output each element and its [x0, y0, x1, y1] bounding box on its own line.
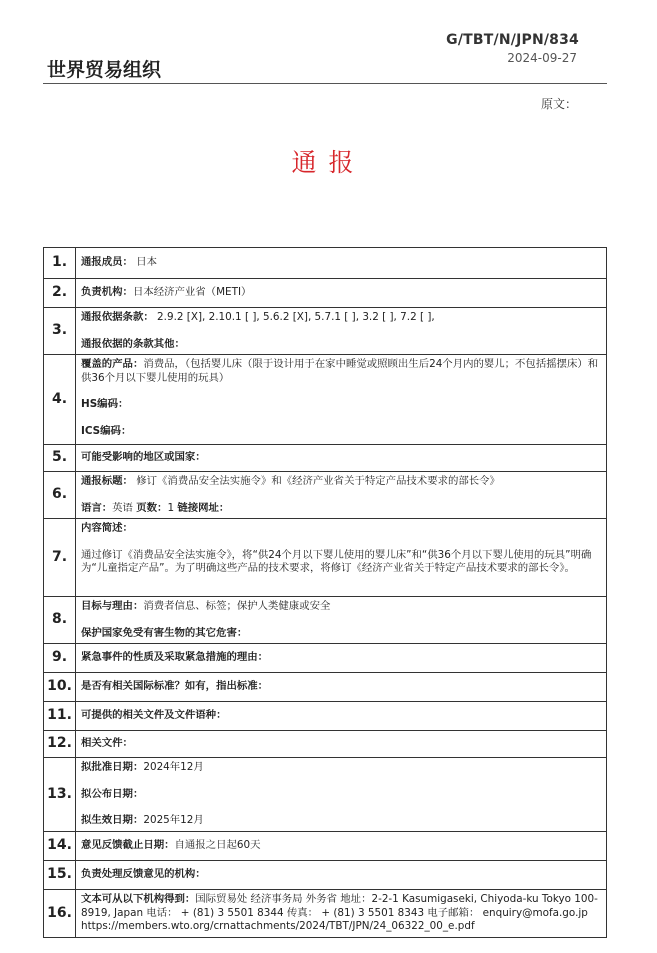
row-number: 11. [44, 702, 76, 731]
field-label: ICS编码： [81, 424, 132, 437]
field-label: 通报成员： [81, 256, 133, 269]
row-content [76, 758, 607, 832]
row-number: 3. [44, 308, 76, 355]
field-label: 文本可从以下机构得到： [81, 893, 196, 905]
field-value: 2024年12月 [143, 761, 204, 773]
row-content [76, 248, 607, 279]
notification-table [43, 247, 607, 938]
field-label: 拟公布日期： [81, 787, 144, 800]
row-number: 13. [44, 758, 76, 832]
field-label: 覆盖的产品： [81, 358, 144, 370]
field-value: 自通报之日起60天 [174, 839, 261, 852]
field-label: 通报依据条款： [81, 311, 154, 323]
table-row [44, 758, 607, 832]
table-row [44, 644, 607, 673]
field-label: 意见反馈截止日期： [81, 839, 175, 852]
field-label: 页数： [136, 501, 168, 514]
field-label: HS编码： [81, 398, 129, 410]
table-row [44, 890, 607, 938]
row-content [76, 644, 607, 673]
field-label: 负责处理反馈意见的机构： [81, 868, 206, 881]
original-language-label: 原文： [540, 97, 577, 111]
row-content [76, 890, 607, 938]
field-value: 消费品，（包括婴儿床（限于设计用于在家中睡觉或照顾出生后24个月内的婴儿；不包括摇摆床）和供36个月以下婴儿使用的玩具） [81, 358, 599, 384]
row-number: 10. [44, 673, 76, 702]
field-label: 通报标题： [81, 475, 133, 487]
field-label: 拟生效日期： [81, 814, 144, 826]
field-value: 1 [167, 501, 175, 514]
field-label: 相关文件： [81, 737, 133, 750]
row-number: 14. [44, 832, 76, 861]
field-label: 目标与理由： [81, 600, 144, 612]
field-value: 国际贸易处 经济事务局 外务省 地址：2-2-1 Kasumigaseki, Chiyoda-ku Tokyo 100-8919, Japan 电话： + (81) 3 5501 8344 传真： + (81) 3 5501 8343 电子邮箱： enquiry@mofa.go.jp https://members.wto.org/crnattachments/2024/TBT/JPN/24_06322_00_e.pdf [81, 893, 598, 932]
row-number: 15. [44, 861, 76, 890]
row-content [76, 861, 607, 890]
field-value: 英语 [112, 501, 133, 514]
table-row [44, 673, 607, 702]
document-code: G/TBT/N/JPN/834 [446, 32, 579, 48]
row-number: 16. [44, 890, 76, 938]
row-number: 9. [44, 644, 76, 673]
field-label: 链接网址： [177, 501, 230, 514]
field-label: 可能受影响的地区或国家： [81, 451, 206, 464]
row-content [76, 597, 607, 644]
table-row [44, 248, 607, 279]
field-label: 语言： [81, 501, 113, 514]
table-row [44, 731, 607, 758]
row-number: 12. [44, 731, 76, 758]
field-value: 2025年12月 [143, 814, 204, 826]
table-row [44, 861, 607, 890]
row-content [76, 832, 607, 861]
field-label: 负责机构： [81, 286, 133, 299]
organization-name: 世界贸易组织 [47, 59, 162, 81]
page-title: 通报 [291, 148, 366, 177]
row-number: 8. [44, 597, 76, 644]
field-value: 修订《消费品安全法实施令》和《经济产业省关于特定产品技术要求的部长令》 [136, 475, 500, 487]
row-number: 6. [44, 472, 76, 519]
row-content [76, 445, 607, 472]
field-value: 通过修订《消费品安全法实施令》，将“供24个月以下婴儿使用的婴儿床”和“供36个月以下婴儿使用的玩具”明确为“儿童指定产品”。为了明确这些产品的技术要求，将修订《经济产业省关于特定产品技术要求的部长令》。 [81, 548, 592, 574]
row-content [76, 673, 607, 702]
table-row [44, 597, 607, 644]
table-row [44, 308, 607, 355]
field-value: 消费者信息、标签；保护人类健康或安全 [143, 600, 331, 612]
row-number: 1. [44, 248, 76, 279]
row-content [76, 279, 607, 308]
table-row [44, 519, 607, 597]
row-content [76, 355, 607, 445]
row-content [76, 702, 607, 731]
field-label: 内容简述： [81, 522, 133, 534]
row-number: 4. [44, 355, 76, 445]
field-label: 拟批准日期： [81, 761, 144, 773]
field-label: 是否有相关国际标准？如有，指出标准： [81, 680, 269, 693]
table-row [44, 279, 607, 308]
table-row [44, 355, 607, 445]
table-row [44, 445, 607, 472]
header-divider [43, 83, 607, 84]
field-value: 日本经济产业省（METI） [132, 286, 252, 299]
field-value: 2.9.2 [X], 2.10.1 [ ], 5.6.2 [X], 5.7.1 [ ], 3.2 [ ], 7.2 [ ], [157, 311, 435, 323]
field-label: 紧急事件的性质及采取紧急措施的理由： [81, 651, 269, 664]
table-row [44, 832, 607, 861]
table-row [44, 702, 607, 731]
row-number: 7. [44, 519, 76, 597]
row-content [76, 519, 607, 597]
table-row [44, 472, 607, 519]
row-content [76, 308, 607, 355]
row-number: 2. [44, 279, 76, 308]
field-label: 保护国家免受有害生物的其它危害： [81, 626, 248, 639]
row-number: 5. [44, 445, 76, 472]
row-content [76, 731, 607, 758]
row-content [76, 472, 607, 519]
field-label: 通报依据的条款其他： [81, 337, 185, 350]
document-date: 2024-09-27 [507, 51, 577, 65]
field-label: 可提供的相关文件及文件语种： [81, 709, 227, 722]
field-value: 日本 [136, 256, 158, 269]
